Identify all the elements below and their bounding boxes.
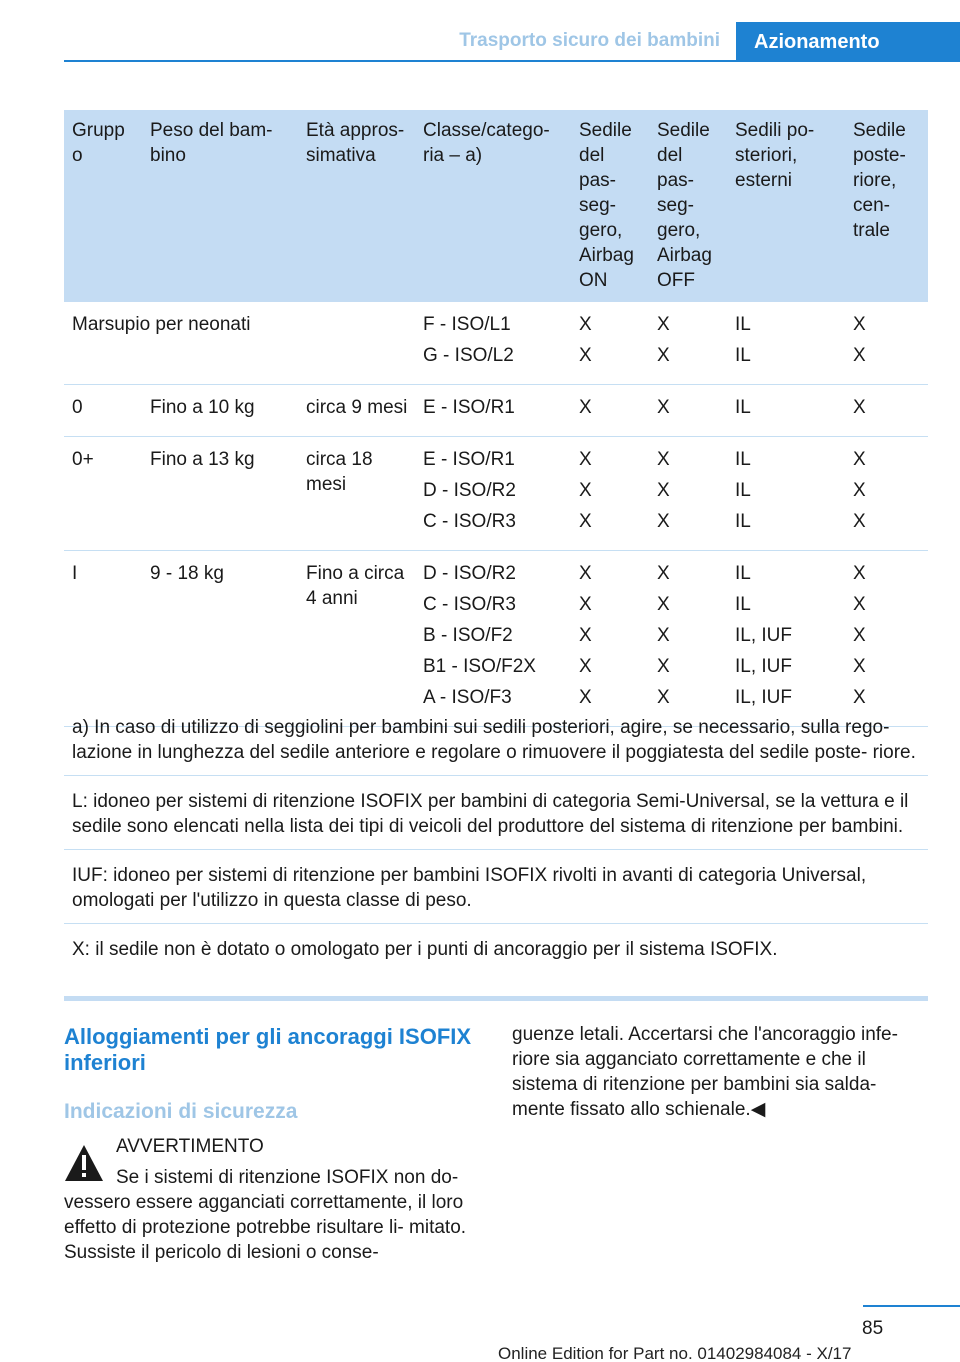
rear-center-cell: X X (845, 302, 928, 385)
airbag-off-cell: X X X X X (649, 551, 727, 727)
edition-footer: Online Edition for Part no. 01402984084 - X/17 (498, 1344, 852, 1362)
warning-block (64, 1134, 476, 1265)
table-note: X: il sedile non è dotato o omologato per i punti di ancoraggio per il sistema ISOFIX. (72, 939, 778, 960)
airbag-on-cell: X (571, 385, 649, 437)
column-header: Peso del bam- bino (142, 110, 298, 302)
table-note: a) In caso di utilizzo di seggiolini per bambini sui sedili posteriori, agire, se necessario, sulla rego- lazione in lunghezza del sedile anteriore e regolare o rimuovere il poggiatesta del sedile poste- riore. (64, 712, 928, 776)
rear-center-cell: X (845, 385, 928, 437)
airbag-on-cell: X X X X X (571, 551, 649, 727)
section-breadcrumb: Trasporto sicuro dei bambini (459, 30, 720, 51)
weight-cell: 9 - 18 kg (142, 551, 298, 727)
table-bottom-rule (64, 996, 928, 1001)
class-cell: E - ISO/R1 (415, 385, 571, 437)
group-cell: Marsupio per neonati (64, 302, 415, 385)
table-notes (64, 712, 928, 982)
rear-center-cell: X X X X X (845, 551, 928, 727)
rear-center-cell: X X X (845, 437, 928, 551)
page-number: 85 (862, 1318, 884, 1339)
age-cell: circa 9 mesi (298, 385, 415, 437)
column-header: Sedili po- steriori, esterni (727, 110, 845, 302)
table-row (64, 385, 928, 437)
table-header-row (64, 110, 928, 302)
age-cell: Fino a circa 4 anni (298, 551, 415, 727)
section-subtitle: Indicazioni di sicurezza (64, 1100, 298, 1123)
weight-cell: Fino a 10 kg (142, 385, 298, 437)
left-column (64, 1024, 476, 1265)
section-title: Alloggiamenti per gli ancoraggi ISOFIX inferiori (64, 1024, 472, 1075)
isofix-table (64, 110, 928, 727)
column-header: Sedile del pas- seg- gero, Airbag OFF (649, 110, 727, 302)
page-header (0, 0, 960, 62)
page-number-rule (863, 1305, 960, 1307)
airbag-off-cell: X (649, 385, 727, 437)
airbag-on-cell: X X (571, 302, 649, 385)
airbag-off-cell: X X X (649, 437, 727, 551)
column-header: Grupp o (64, 110, 142, 302)
warning-title: AVVERTIMENTO (116, 1136, 264, 1157)
table-row (64, 302, 928, 385)
group-cell: 0 (64, 385, 142, 437)
header-rule (64, 60, 960, 62)
table-note: IUF: idoneo per sistemi di ritenzione per bambini ISOFIX rivolti in avanti di categoria Universal, omologati per l'utilizzo in questa classe di peso. (64, 860, 928, 924)
warning-triangle-icon (64, 1144, 104, 1182)
warning-text: Se i sistemi di ritenzione ISOFIX non do- vessero essere agganciati correttamente, il loro effetto di protezione potrebbe risultare li- mitato. Sussiste il pericolo di lesioni o conse- (64, 1167, 467, 1263)
chapter-tab: Azionamento (736, 22, 960, 62)
rear-outer-cell: IL (727, 385, 845, 437)
column-header: Classe/catego- ria – a) (415, 110, 571, 302)
right-column: guenze letali. Accertarsi che l'ancoraggio infe- riore sia agganciato correttamente e che il sistema di ritenzione per bambini sia salda- mente fissato allo schienale.◀ (512, 1024, 898, 1120)
rear-outer-cell: IL IL (727, 302, 845, 385)
column-header: Sedile poste- riore, cen- trale (845, 110, 928, 302)
age-cell: circa 18 mesi (298, 437, 415, 551)
table-row (64, 551, 928, 727)
table-note: L: idoneo per sistemi di ritenzione ISOFIX per bambini di categoria Semi-Universal, se la vettura e il sedile sono elencati nella lista dei tipi di veicoli del produttore del sistema di ritenzione per bambini. (64, 786, 928, 850)
rear-outer-cell: IL IL IL (727, 437, 845, 551)
group-cell: 0+ (64, 437, 142, 551)
weight-cell: Fino a 13 kg (142, 437, 298, 551)
class-cell: D - ISO/R2 C - ISO/R3 B - ISO/F2 B1 - ISO/F2X A - ISO/F3 (415, 551, 571, 727)
class-cell: F - ISO/L1 G - ISO/L2 (415, 302, 571, 385)
rear-outer-cell: IL IL IL, IUF IL, IUF IL, IUF (727, 551, 845, 727)
airbag-on-cell: X X X (571, 437, 649, 551)
group-cell: I (64, 551, 142, 727)
column-header: Sedile del pas- seg- gero, Airbag ON (571, 110, 649, 302)
class-cell: E - ISO/R1 D - ISO/R2 C - ISO/R3 (415, 437, 571, 551)
airbag-off-cell: X X (649, 302, 727, 385)
column-header: Età appros- simativa (298, 110, 415, 302)
table-row (64, 437, 928, 551)
